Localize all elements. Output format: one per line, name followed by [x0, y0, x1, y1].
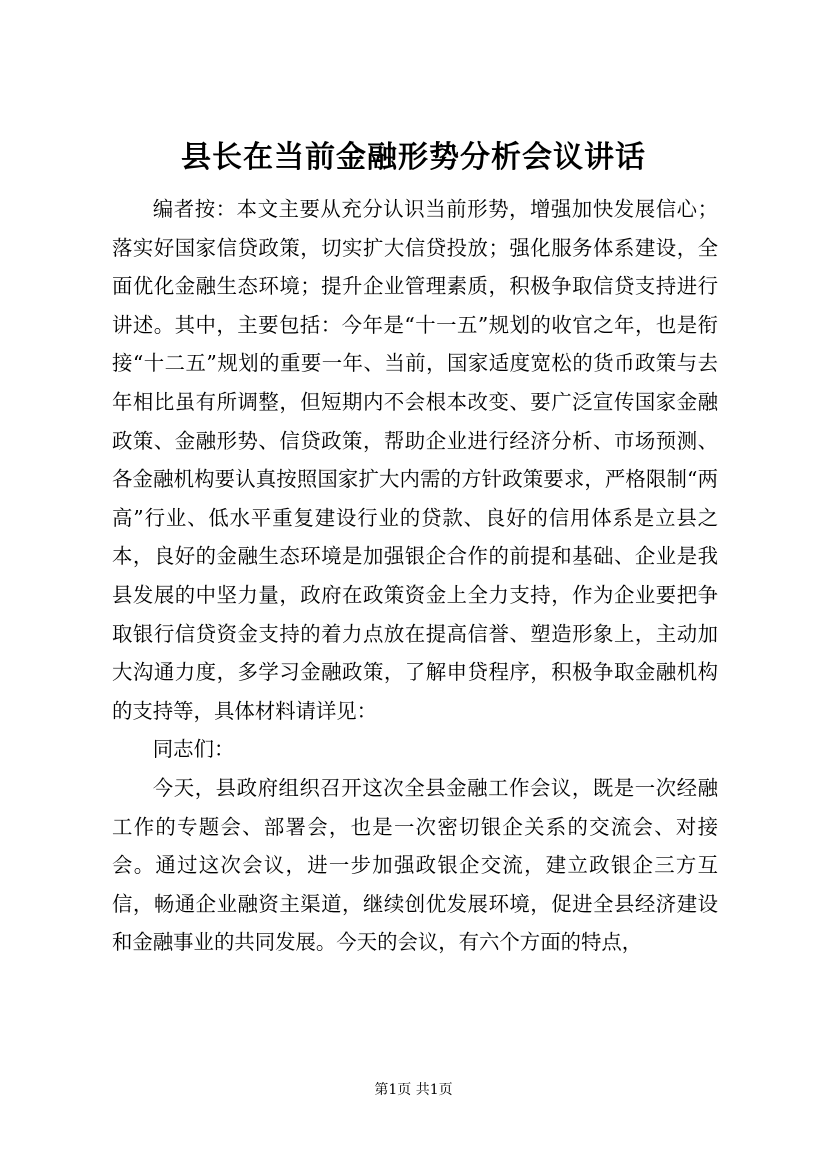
- page-footer: 第1页 共1页: [374, 1082, 453, 1098]
- document-title: 县长在当前金融形势分析会议讲话: [181, 140, 646, 175]
- speech-paragraph: 今天，县政府组织召开这次全县金融工作会议，既是一次经融工作的专题会、部署会，也是一次密切银企关系的交流会、对接会。通过这次会议，进一步加强政银企交流，建立政银企三方互信，畅通企业融资主渠道，继续创优发展环境，促进全县经济建设和金融事业的共同发展。今天的会议，有六个方面的特点，: [112, 775, 718, 955]
- salutation-paragraph: 同志们：: [152, 737, 235, 762]
- editor-note-paragraph: 编者按：本文主要从充分认识当前形势，增强加快发展信心；落实好国家信贷政策，切实扩大信贷投放；强化服务体系建设，全面优化金融生态环境；提升企业管理素质，积极争取信贷支持进行讲述。其中，主要包括：今年是“十一五”规划的收官之年，也是衔接“十二五”规划的重要一年、当前，国家适度宽松的货币政策与去年相比虽有所调整，但短期内不会根本改变、要广泛宣传国家金融政策、金融形势、信贷政策，帮助企业进行经济分析、市场预测、各金融机构要认真按照国家扩大内需的方针政策要求，严格限制“两高”行业、低水平重复建设行业的贷款、良好的信用体系是立县之本，良好的金融生态环境是加强银企合作的前提和基础、企业是我县发展的中坚力量，政府在政策资金上全力支持，作为企业要把争取银行信贷资金支持的着力点放在提高信誉、塑造形象上，主动加大沟通力度，多学习金融政策，了解申贷程序，积极争取金融机构的支持等，具体材料请详见：: [112, 197, 718, 723]
- document-body: [112, 190, 718, 962]
